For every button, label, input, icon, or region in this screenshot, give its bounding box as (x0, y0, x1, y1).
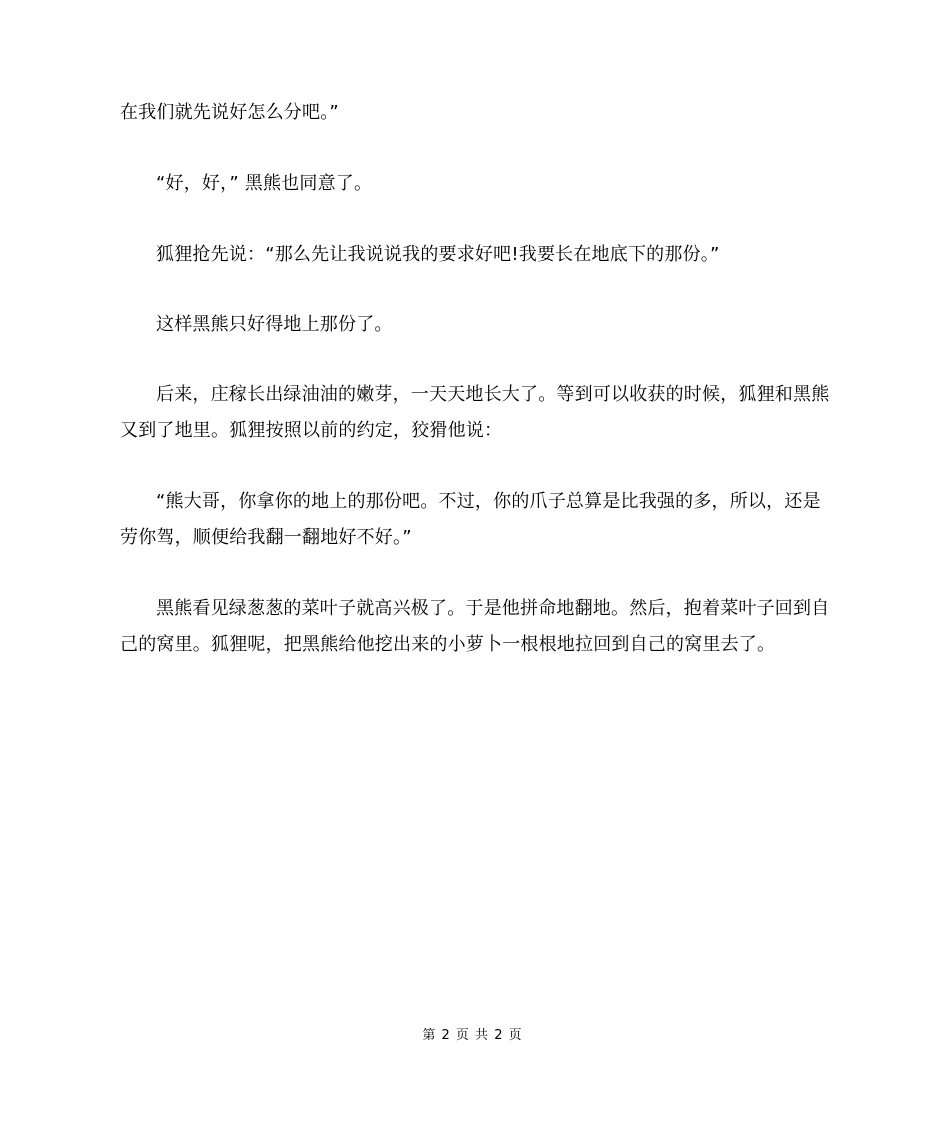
paragraph-harvest-time: 后来，庄稼长出绿油油的嫩芽，一天天地长大了。等到可以收获的时候，狐狸和黑熊又到了地里。狐狸按照以前的约定，狡猾他说： (120, 384, 830, 441)
paragraph-fox-request: 狐狸抢先说：“那么先让我说说我的要求好吧!我要长在地底下的那份。” (156, 244, 720, 265)
paragraph-bear-gets-top: 这样黑熊只好得地上那份了。 (156, 314, 393, 335)
paragraph-ending: 黑熊看见绿葱葱的菜叶子就高兴极了。于是他拼命地翻地。然后，抱着菜叶子回到自己的窝里。狐狸呢，把黑熊给他挖出来的小萝卜一根根地拉回到自己的窝里去了。 (120, 598, 830, 655)
page-footer: 第 2 页 共 2 页 (422, 1028, 523, 1043)
paragraph-agreement: “好，好，” 黑熊也同意了。 (156, 173, 373, 194)
paragraph-continuation: 在我们就先说好怎么分吧。” (120, 102, 339, 123)
paragraph-fox-speech: “熊大哥，你拿你的地上的那份吧。不过，你的爪子总算是比我强的多，所以，还是劳你驾，顺便给我翻一翻地好不好。” (120, 491, 821, 548)
